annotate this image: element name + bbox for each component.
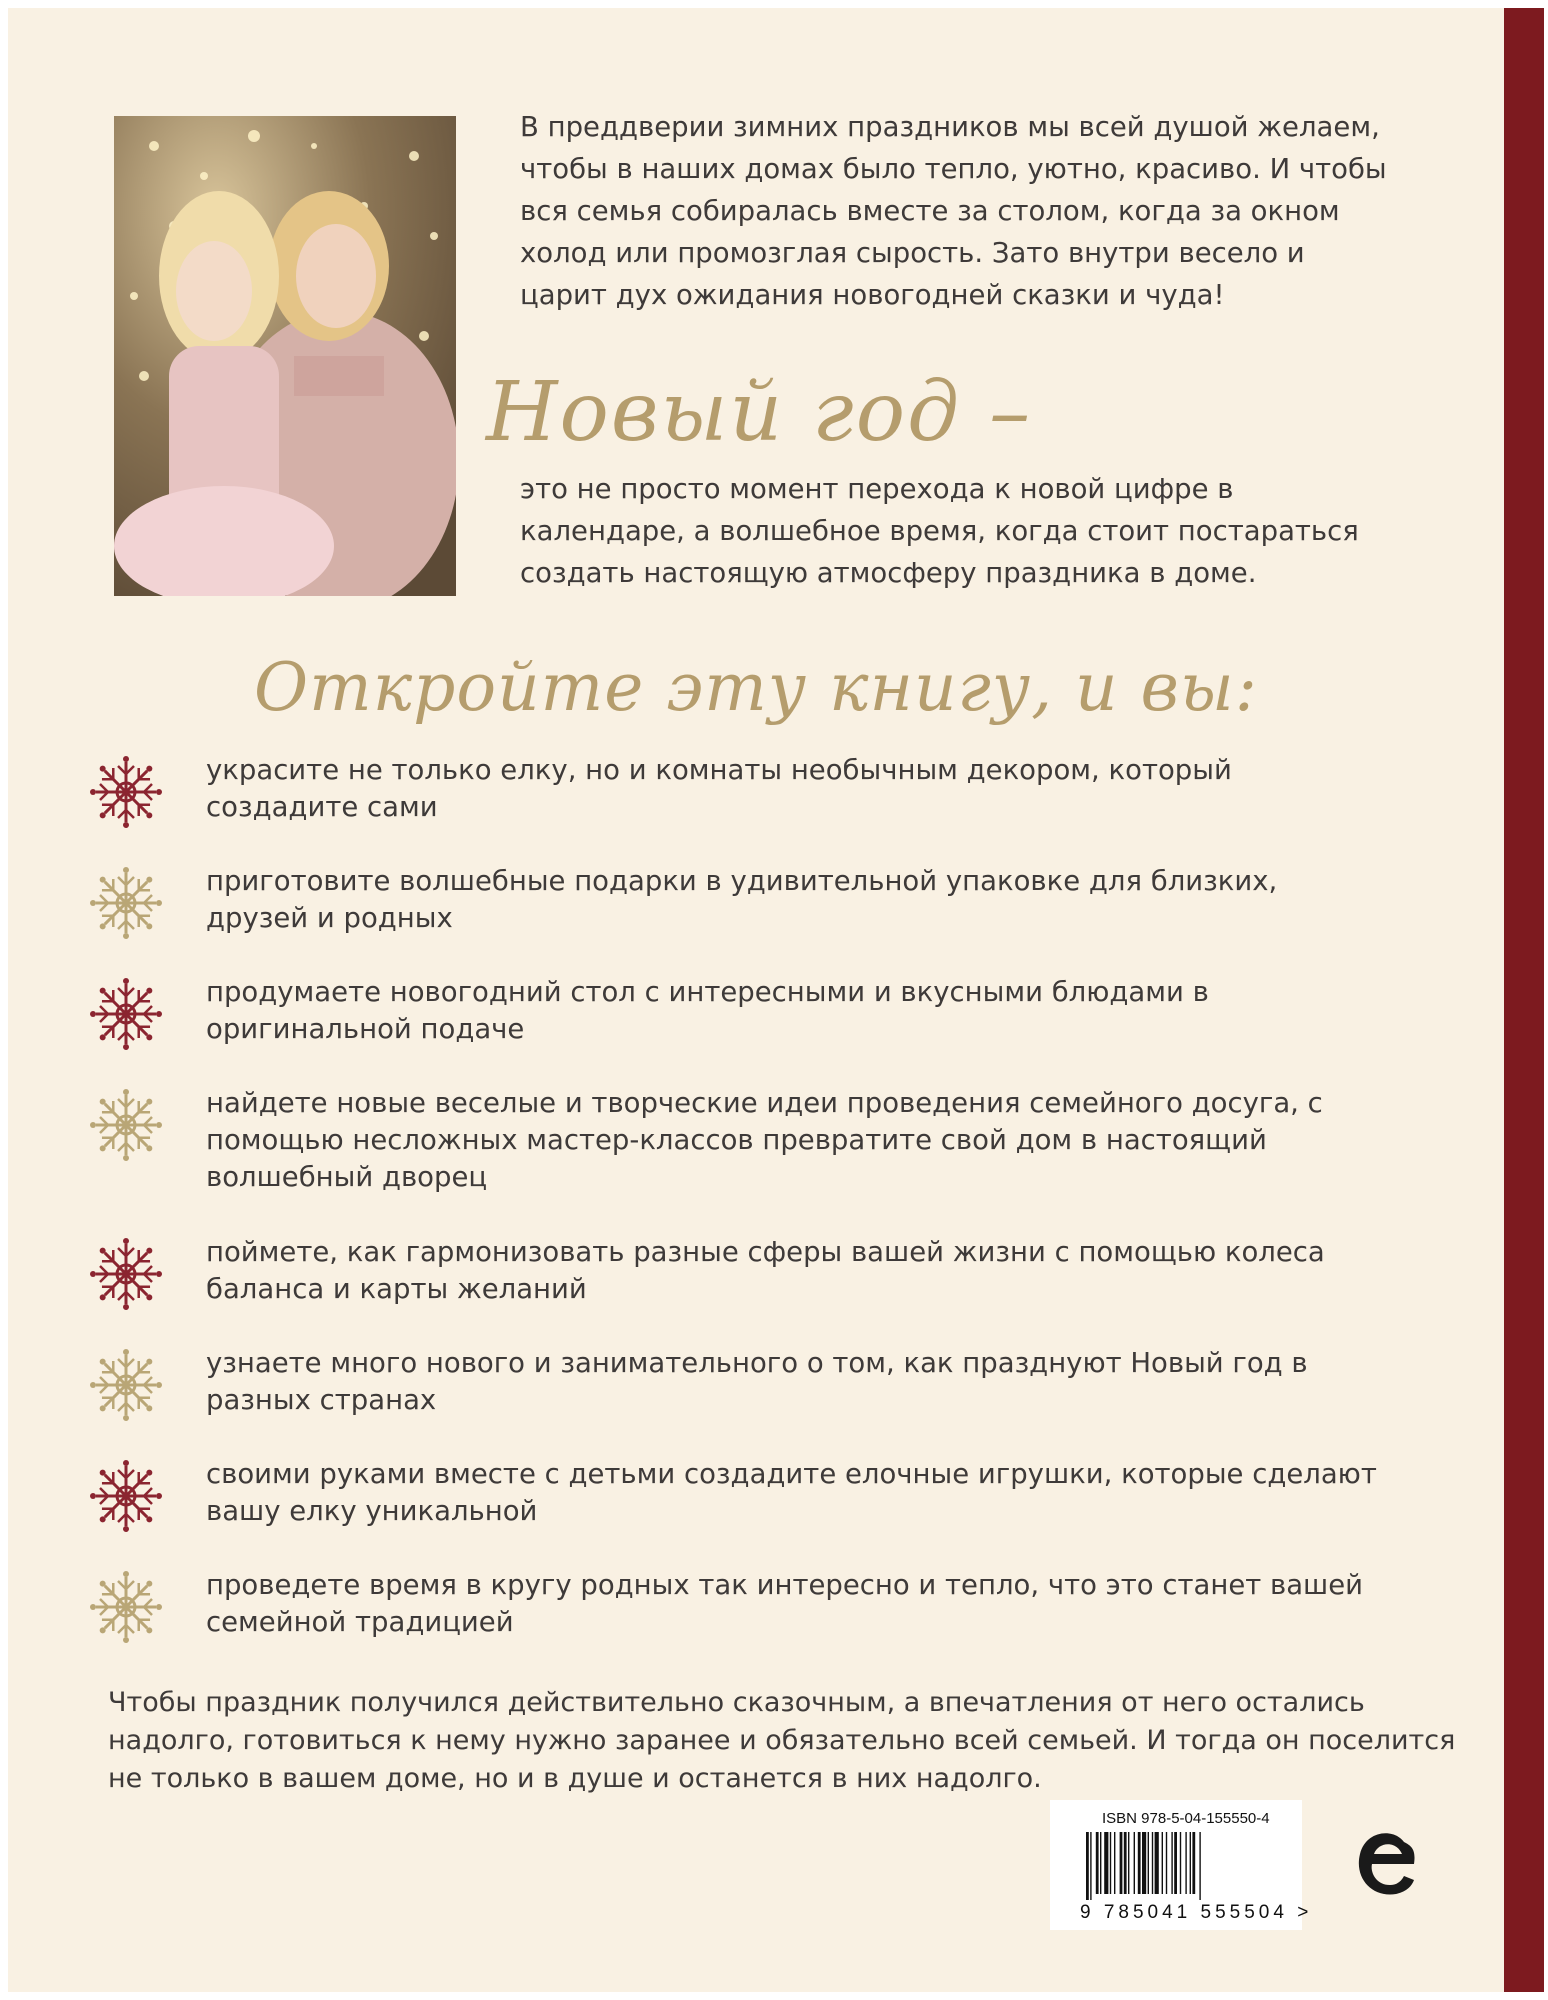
list-item-text: своими руками вместе с детьми создадите елочные игрушки, которые сделают вашу елку уникальной: [206, 1458, 1377, 1527]
intro-paragraph: В преддверии зимних праздников мы всей душой желаем, чтобы в наших домах было тепло, уютно, красиво. И чтобы вся семья собиралась вместе за столом, когда за окном холод или промозглая сырость. Зато внутри весело и царит дух ожидания новогодней сказки и чуда!: [520, 111, 1387, 311]
snowflake-icon: [86, 863, 166, 943]
book-back-cover: [8, 8, 1504, 1992]
barcode-bars: [1086, 1832, 1276, 1900]
publisher-logo: [1346, 1820, 1426, 1910]
barcode: [1050, 1800, 1313, 1930]
new-year-heading: Новый год –: [486, 365, 1033, 460]
snowflake-icon: [86, 1085, 166, 1165]
snowflake-icon: [86, 974, 166, 1054]
snowflake-icon: [86, 1345, 166, 1425]
snowflake-icon: [86, 1456, 166, 1536]
barcode-number: 9 785041 555504 >: [1080, 1902, 1313, 1923]
snowflake-icon: [86, 1234, 166, 1314]
list-item-text: украсите не только елку, но и комнаты необычным декором, который создадите сами: [206, 754, 1232, 823]
list-item-text: продумаете новогодний стол с интересными и вкусными блюдами в оригинальной подаче: [206, 976, 1209, 1045]
closing-paragraph: Чтобы праздник получился действительно сказочным, а впечатления от него остались надолго, готовиться к нему нужно заранее и обязательно всей семьей. И тогда он поселится не только в вашем доме, но и в душе и останется в них надолго.: [108, 1687, 1456, 1794]
snowflake-icon: [86, 1567, 166, 1647]
list-item-text: проведете время в кругу родных так интересно и тепло, что это станет вашей семейной традицией: [206, 1569, 1364, 1638]
spine-edge: [1504, 8, 1544, 1992]
list-item-text: найдете новые веселые и творческие идеи проведения семейного досуга, с помощью несложных мастер-классов превратите свой дом в настоящий волшебный дворец: [206, 1087, 1323, 1193]
open-book-heading: Откройте эту книгу, и вы:: [254, 649, 1258, 726]
family-photo: [114, 116, 456, 596]
list-item-text: поймете, как гармонизовать разные сферы вашей жизни с помощью колеса баланса и карты желаний: [206, 1236, 1325, 1305]
snowflake-icon: [86, 752, 166, 832]
new-year-paragraph: это не просто момент перехода к новой цифре в календаре, а волшебное время, когда стоит постараться создать настоящую атмосферу праздника в доме.: [520, 473, 1359, 589]
isbn-label: ISBN 978-5-04-155550-4: [1102, 1810, 1270, 1827]
list-item-text: узнаете много нового и занимательного о том, как празднуют Новый год в разных странах: [206, 1347, 1308, 1416]
list-item-text: приготовите волшебные подарки в удивительной упаковке для близких, друзей и родных: [206, 865, 1278, 934]
